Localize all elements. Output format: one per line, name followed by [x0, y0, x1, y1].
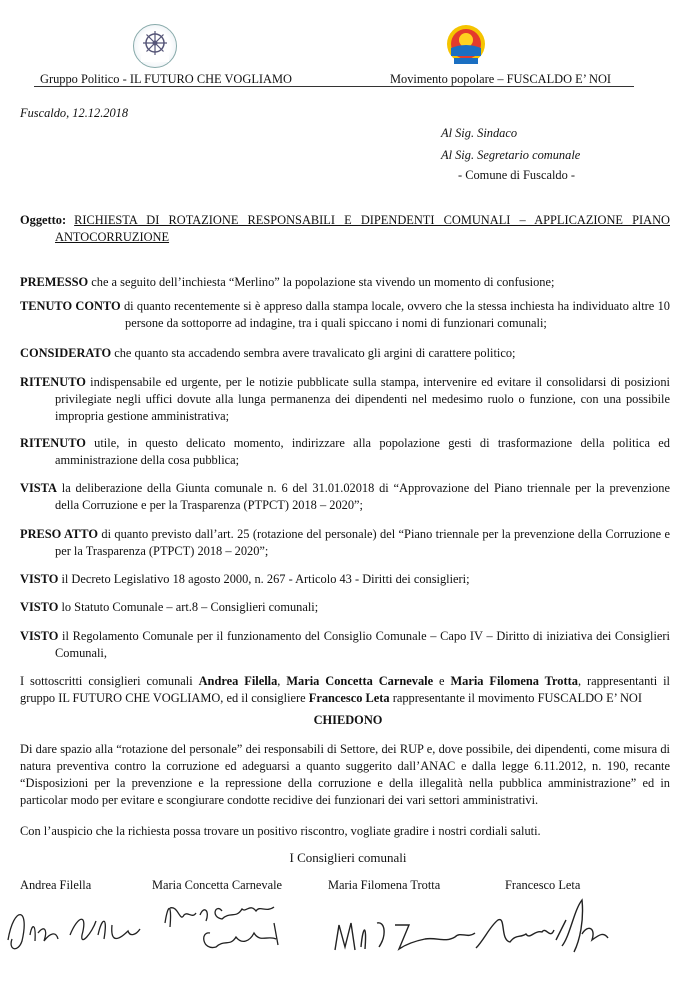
- clause-text-cont: della Corruzione e per la Trasparenza (PTPCT) 2018 – 2020”;: [55, 498, 363, 512]
- signature-heading: I Consiglieri comunali: [289, 850, 407, 865]
- clause-key: CONSIDERATO: [20, 346, 112, 360]
- closing: Con l’auspicio che la richiesta possa trovare un positivo riscontro, vogliate gradire i nostri cordiali saluti.: [20, 824, 541, 838]
- date-line: Fuscaldo, 12.12.2018: [20, 106, 129, 120]
- signer-name: Francesco Leta: [308, 691, 390, 705]
- signature-filella-image: [0, 895, 150, 965]
- clause-key: PREMESSO: [20, 275, 89, 289]
- clause-preso-atto: [20, 526, 670, 560]
- clause-key: VISTO: [20, 572, 59, 586]
- text: rappresentante il movimento FUSCALDO E’ NOI: [389, 691, 642, 705]
- signature-name-filella: Andrea Filella: [20, 878, 92, 892]
- clause-key: VISTO: [20, 629, 59, 643]
- text: , rappresentanti il: [577, 674, 670, 688]
- clause-text-cont: impropria gestione amministrativa;: [55, 409, 230, 423]
- subject-label: Oggetto:: [20, 213, 67, 227]
- clause-premesso: [20, 274, 670, 291]
- signature-name-trotta: Maria Filomena Trotta: [328, 878, 441, 892]
- signature-name-leta: Francesco Leta: [505, 878, 581, 892]
- clause-key: RITENUTO: [20, 436, 86, 450]
- clause-key: TENUTO CONTO: [20, 299, 121, 313]
- text: gruppo IL FUTURO CHE VOGLIAMO, ed il consigliere: [20, 691, 309, 705]
- clause-text: il Regolamento Comunale per il funzionamento del Consiglio Comunale – Capo IV – Diritto di iniziativa dei Consiglieri: [58, 629, 670, 643]
- clause-text: utile, in questo delicato momento, indirizzare alla popolazione gesti di trasformazione della politica ed: [85, 436, 670, 450]
- clause-text-cont: amministrazione della cosa pubblica;: [55, 453, 240, 467]
- clause-key: PRESO ATTO: [20, 527, 98, 541]
- signer-name: Maria Filomena Trotta: [450, 674, 578, 688]
- clause-ritenuto-2: [20, 435, 670, 469]
- signers-paragraph: [20, 673, 670, 707]
- ship-wheel-icon: [134, 25, 176, 67]
- clause-visto-1: [20, 571, 670, 588]
- signer-name: Andrea Filella: [198, 674, 278, 688]
- request-heading: [0, 713, 696, 728]
- clause-ritenuto-1: [20, 374, 670, 425]
- request-line: natura preventiva contro la corruzione ed adeguarsi a quanto suggerito dall’ANAC e dalla legge 6.11.2012, n. 190, recante: [20, 759, 670, 773]
- request-heading-text: CHIEDONO: [313, 713, 383, 727]
- fuscaldo-logo: [443, 22, 489, 68]
- recipient-segretario: Al Sig. Segretario comunale: [441, 148, 581, 162]
- clause-text: che a seguito dell’inchiesta “Merlino” la popolazione sta vivendo un momento di confusione;: [88, 275, 555, 289]
- subject: [20, 212, 670, 246]
- clause-text-cont: per la Trasparenza (PTPCT) 2018 – 2020”;: [55, 544, 269, 558]
- subject-text-cont: ANTOCORRUZIONE: [55, 230, 170, 244]
- right-group-label: Movimento popolare – FUSCALDO E’ NOI: [390, 72, 612, 86]
- clause-text-cont: persone da sottoporre ad indagine, tra i quali spiccano i nomi di funzionari comunali;: [125, 316, 547, 330]
- signature-name-carnevale: Maria Concetta Carnevale: [152, 878, 283, 892]
- clause-text: lo Statuto Comunale – art.8 – Consiglieri comunali;: [58, 600, 319, 614]
- request-body: [20, 741, 670, 809]
- clause-key: VISTO: [20, 600, 59, 614]
- clause-text: il Decreto Legislativo 18 agosto 2000, n. 267 - Articolo 43 - Diritti dei consiglieri;: [58, 572, 470, 586]
- clause-text: indispensabile ed urgente, per le notizie pubblicate sulla stampa, intervenire ed evitare il consolidarsi di posizioni: [85, 375, 670, 389]
- clause-text: la deliberazione della Giunta comunale n. 6 del 31.01.02018 di “Approvazione del Piano triennale per la prevenzione: [56, 481, 670, 495]
- clause-text: che quanto sta accadendo sembra avere travalicato gli argini di carattere politico;: [111, 346, 516, 360]
- recipient-sindaco: Al Sig. Sindaco: [441, 126, 518, 140]
- recipient-comune: - Comune di Fuscaldo -: [458, 168, 576, 182]
- subject-text: RICHIESTA DI ROTAZIONE RESPONSABILI E DIPENDENTI COMUNALI – APPLICAZIONE PIANO: [74, 213, 670, 227]
- left-group-label: Gruppo Politico - IL FUTURO CHE VOGLIAMO: [40, 72, 292, 86]
- clause-vista: [20, 480, 670, 514]
- clause-key: RITENUTO: [20, 375, 86, 389]
- request-line: Di dare spazio alla “rotazione del personale” dei responsabili di Settore, dei RUP e, dove possibile, dei dipendenti, come misura di: [20, 742, 670, 756]
- signature-carnevale-image: [150, 893, 300, 973]
- signature-leta-image: [470, 890, 620, 970]
- clause-key: VISTA: [20, 481, 57, 495]
- clause-visto-2: [20, 599, 670, 616]
- clause-text: di quanto recentemente si è appreso dalla stampa locale, ovvero che la stessa inchiesta ha individuato altre 10: [120, 299, 670, 313]
- text: I sottoscritti consiglieri comunali: [20, 674, 199, 688]
- clause-visto-3: [20, 628, 670, 662]
- il-futuro-logo: [133, 24, 177, 68]
- signature-trotta-image: [325, 895, 485, 970]
- clause-tenuto-conto: [20, 298, 670, 332]
- request-line: particolar modo per evitare e scongiurare condotte recidive dei funzionari dei vari settori amministrativi.: [20, 793, 539, 807]
- header-divider: [34, 86, 634, 87]
- sun-sea-icon: [443, 22, 489, 68]
- clause-text-cont: privilegiate negli uffici dovute alla lunga permanenza dei dipendenti nel medesimo ruolo o funzione, con una possibile: [55, 392, 670, 406]
- clause-text-cont: Comunali,: [55, 646, 107, 660]
- clause-text: di quanto previsto dall’art. 25 (rotazione del personale) del “Piano triennale per la prevenzione della Corruzione e: [98, 527, 670, 541]
- text: e: [433, 674, 451, 688]
- request-line: “Disposizioni per la prevenzione e la repressione della corruzione e della illegalità nella pubblica amministrazione” ed in: [20, 776, 670, 790]
- signer-name: Maria Concetta Carnevale: [286, 674, 434, 688]
- clause-considerato: [20, 345, 670, 362]
- text: ,: [277, 674, 287, 688]
